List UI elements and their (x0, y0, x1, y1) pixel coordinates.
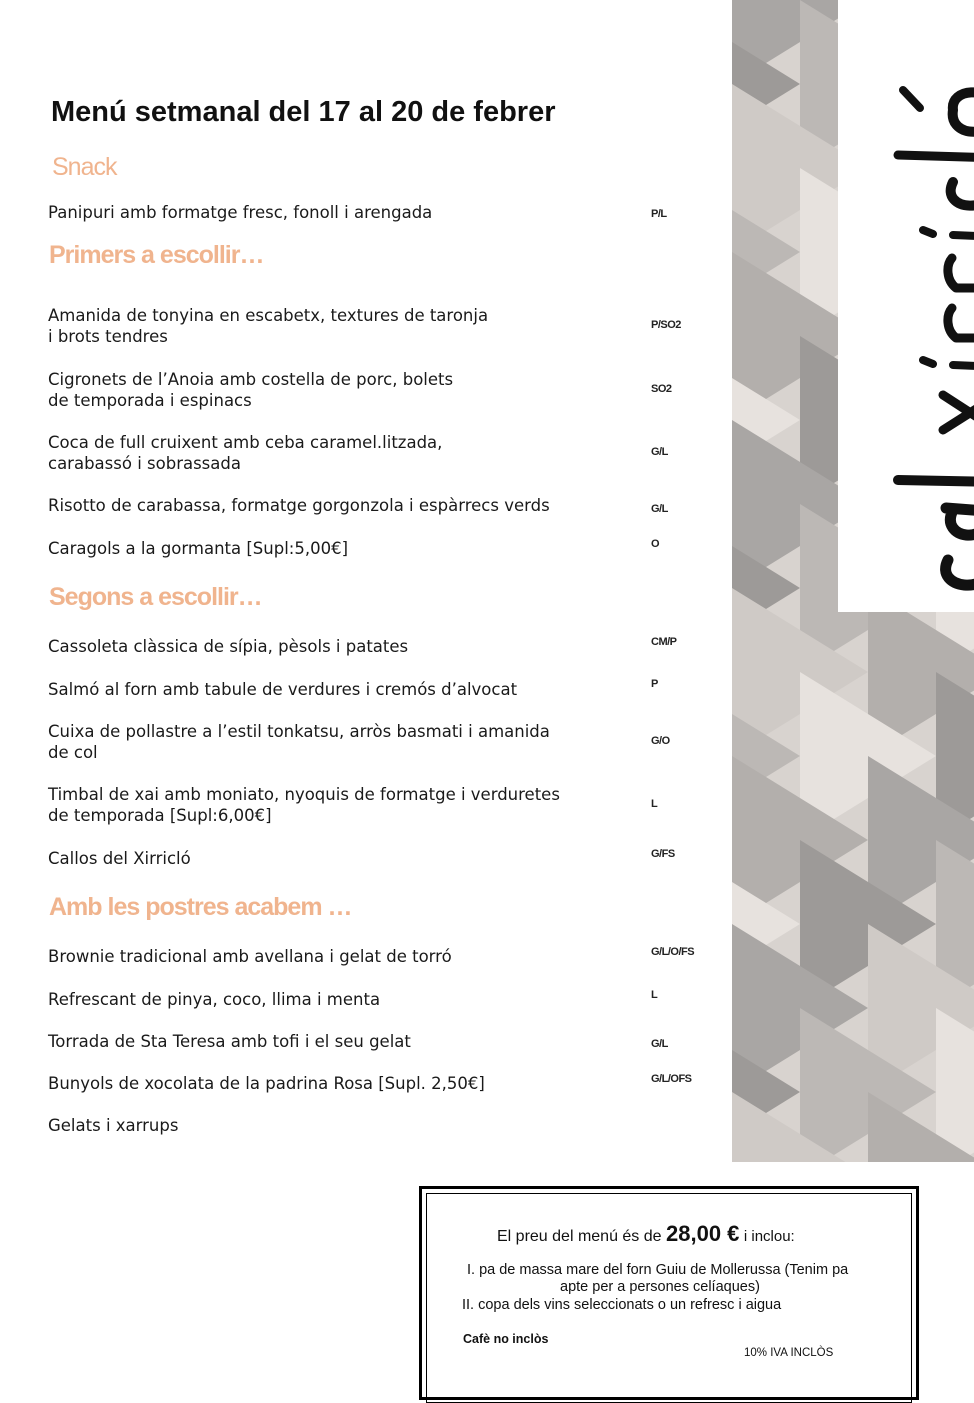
price-line (497, 1221, 795, 1247)
allergen-code: SO2 (651, 383, 672, 395)
allergen-code: P/L (651, 208, 667, 220)
dish-item: Brownie tradicional amb avellana i gelat de torró (48, 947, 452, 966)
coffee-note: Cafè no inclòs (463, 1332, 549, 1346)
allergen-code: G/L/OFS (651, 1073, 692, 1085)
section-heading-segons: Segons a escollir… (49, 583, 262, 611)
dish-item: Gelats i xarrups (48, 1116, 179, 1135)
dish-item: Torrada de Sta Teresa amb tofi i el seu gelat (48, 1032, 411, 1051)
dish-item: Caragols a la gormanta [Supl:5,00€] (48, 539, 349, 558)
dish-item: Cigronets de l’Anoia amb costella de porc, bolets de temporada i espinacs (48, 370, 454, 410)
section-heading-snack: Snack (52, 153, 117, 181)
allergen-code: O (651, 538, 660, 550)
allergen-code: L (651, 989, 658, 1001)
allergen-code: G/FS (651, 848, 675, 860)
logo (838, 0, 974, 612)
allergen-code: G/L (651, 1038, 668, 1050)
cal-xirriclo-logo (838, 0, 974, 612)
includes-bread-cont: apte per a persones celíaques) (560, 1279, 760, 1295)
price-value: 28,00 € (666, 1221, 740, 1246)
allergen-code: G/O (651, 735, 670, 747)
allergen-code: P (651, 678, 658, 690)
section-heading-postres: Amb les postres acabem … (49, 893, 352, 921)
allergen-code: CM/P (651, 636, 677, 648)
dish-item: Cuixa de pollastre a l’estil tonkatsu, arròs basmati i amanida de col (48, 722, 550, 762)
dish-item: Salmó al forn amb tabule de verdures i cremós d’alvocat (48, 680, 518, 699)
dish-item: Panipuri amb formatge fresc, fonoll i arengada (48, 203, 433, 222)
allergen-code: L (651, 798, 658, 810)
dish-item: Bunyols de xocolata de la padrina Rosa [Supl. 2,50€] (48, 1074, 485, 1093)
dish-item: Risotto de carabassa, formatge gorgonzola i espàrrecs verds (48, 496, 550, 515)
allergen-code: G/L (651, 446, 668, 458)
dish-item: Timbal de xai amb moniato, nyoquis de formatge i verduretes de temporada [Supl:6,00€] (48, 785, 560, 825)
section-heading-primers: Primers a escollir… (49, 241, 264, 269)
dish-item: Coca de full cruixent amb ceba caramel.litzada, carabassó i sobrassada (48, 433, 443, 473)
includes-drinks: II. copa dels vins seleccionats o un refresc i aigua (462, 1297, 782, 1313)
allergen-code: G/L/O/FS (651, 946, 695, 958)
allergen-code: G/L (651, 503, 668, 515)
price-suffix: i inclou: (743, 1228, 795, 1245)
dish-item: Refrescant de pinya, coco, llima i menta (48, 990, 381, 1009)
page-title: Menú setmanal del 17 al 20 de febrer (51, 96, 556, 128)
price-intro: El preu del menú és de (497, 1228, 662, 1245)
dish-item: Cassoleta clàssica de sípia, pèsols i patates (48, 637, 409, 656)
vat-note: 10% IVA INCLÒS (744, 1347, 834, 1359)
dish-item: Amanida de tonyina en escabetx, textures de taronja i brots tendres (48, 306, 489, 346)
dish-item: Callos del Xirricló (48, 849, 191, 868)
allergen-code: P/SO2 (651, 319, 681, 331)
price-box (419, 1186, 919, 1400)
includes-bread: I. pa de massa mare del forn Guiu de Mollerussa (Tenim pa (467, 1262, 849, 1278)
